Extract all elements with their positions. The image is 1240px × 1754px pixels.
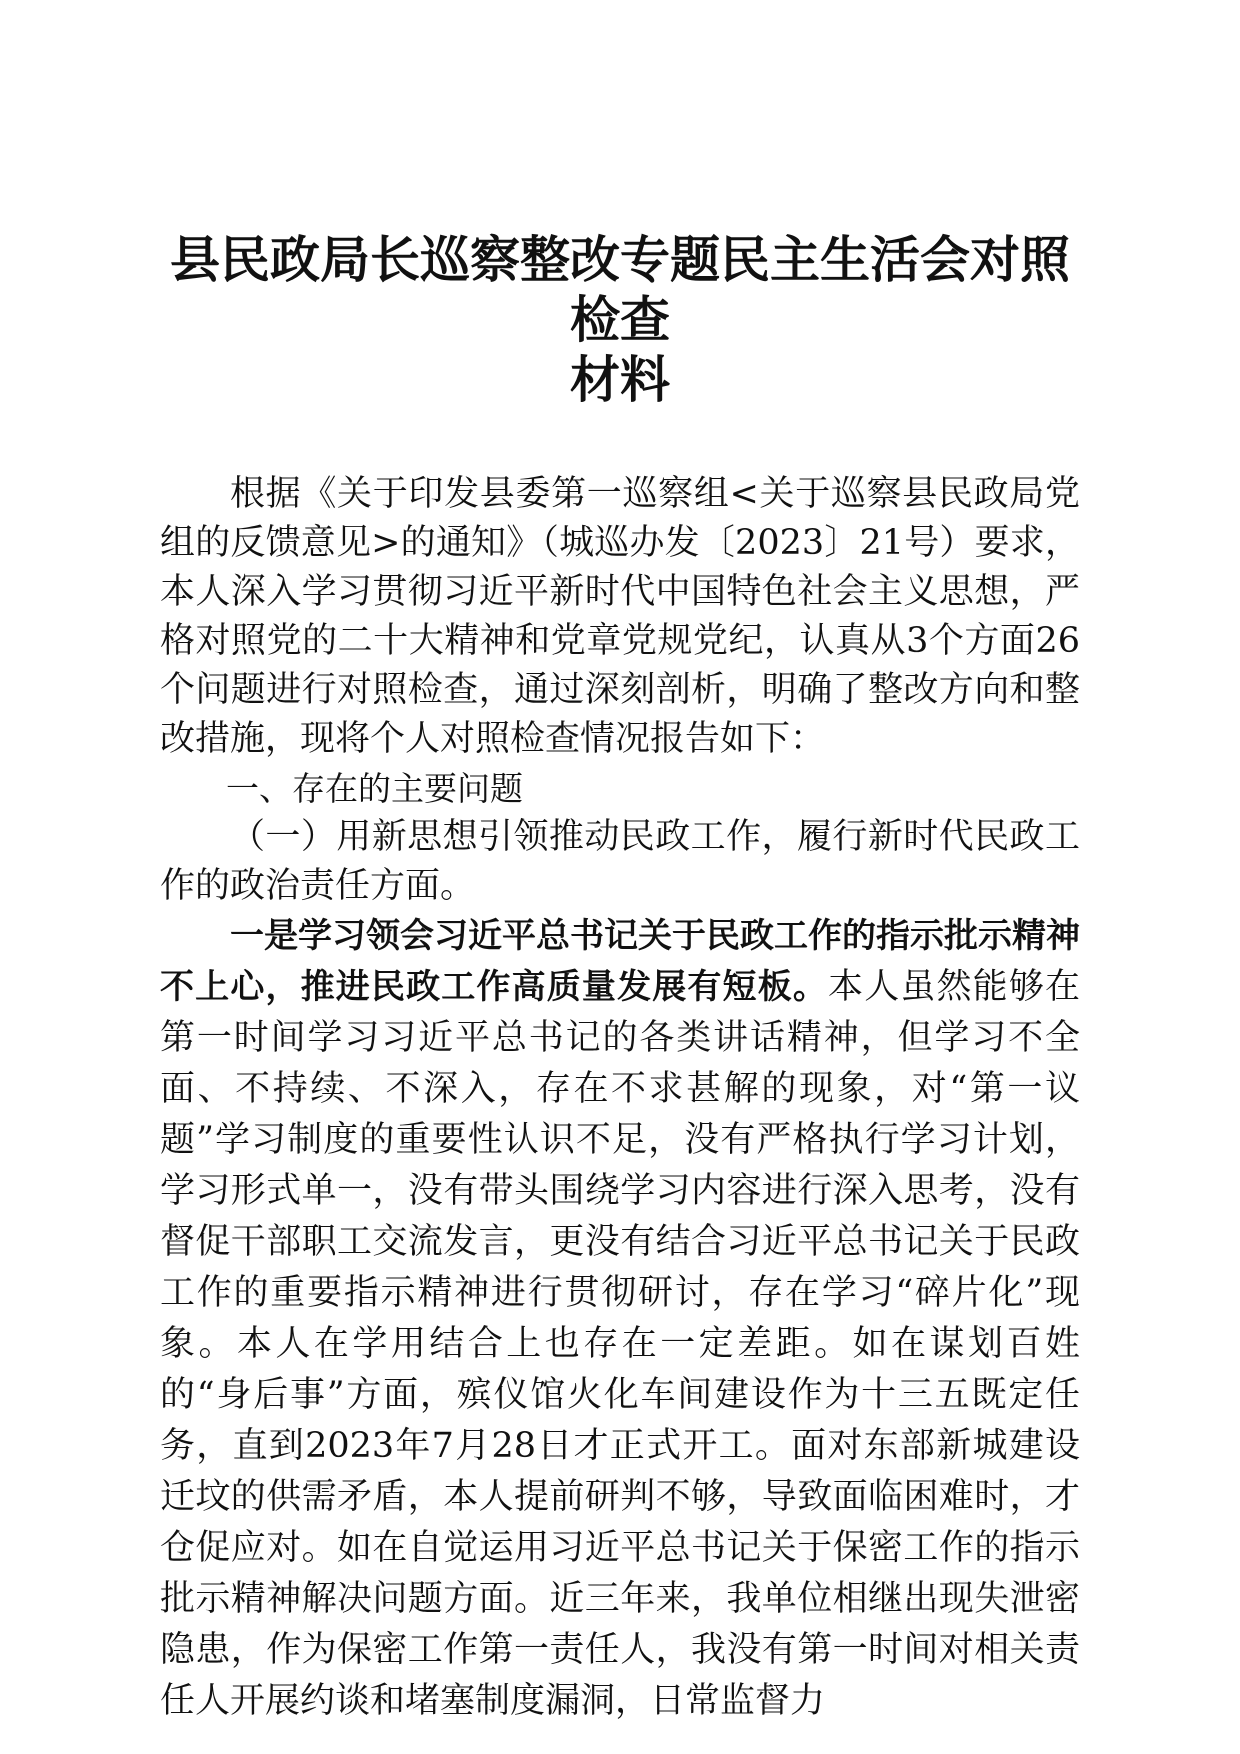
point-paragraph-1 <box>160 911 1080 1727</box>
point-1-lead: 一是学习领会习近平总书记关于民政工作的指示批示精神不上心，推进民政工作高质量发展有短板。 <box>160 916 1080 1007</box>
document-body <box>160 470 1080 1727</box>
point-1-body: 本人虽然能够在第一时间学习习近平总书记的各类讲话精神，但学习不全面、不持续、不深入，存在不求甚解的现象，对“第一议题”学习制度的重要性认识不足，没有严格执行学习计划，学习形式单一，没有带头围绕学习内容进行深入思考，没有督促干部职工交流发言，更没有结合习近平总书记关于民政工作的重要指示精神进行贯彻研讨，存在学习“碎片化”现象。本人在学用结合上也存在一定差距。如在谋划百姓的“身后事”方面，殡仪馆火化车间建设作为十三五既定任务，直到2023年7月28日才正式开工。面对东部新城建设迁坟的供需矛盾，本人提前研判不够，导致面临困难时，才仓促应对。如在自觉运用习近平总书记关于保密工作的指示批示精神解决问题方面。近三年来，我单位相继出现失泄密隐患，作为保密工作第一责任人，我没有第一时间对相关责任人开展约谈和堵塞制度漏洞，日常监督力 <box>160 967 1080 1721</box>
intro-paragraph: 根据《关于印发县委第一巡察组<关于巡察县民政局党组的反馈意见>的通知》（城巡办发〔2023〕21号）要求，本人深入学习贯彻习近平新时代中国特色社会主义思想，严格对照党的二十大精神和党章党规党纪，认真从3个方面26个问题进行对照检查，通过深刻剖析，明确了整改方向和整改措施，现将个人对照检查情况报告如下： <box>160 474 1080 759</box>
document-title-line-2: 材料 <box>570 351 670 409</box>
section-heading-main-problems: 一、存在的主要问题 <box>226 769 523 808</box>
document-title-line-1: 县民政局长巡察整改专题民主生活会对照检查 <box>170 231 1070 349</box>
subsection-heading-political-responsibility: （一）用新思想引领推动民政工作，履行新时代民政工作的政治责任方面。 <box>160 817 1080 906</box>
